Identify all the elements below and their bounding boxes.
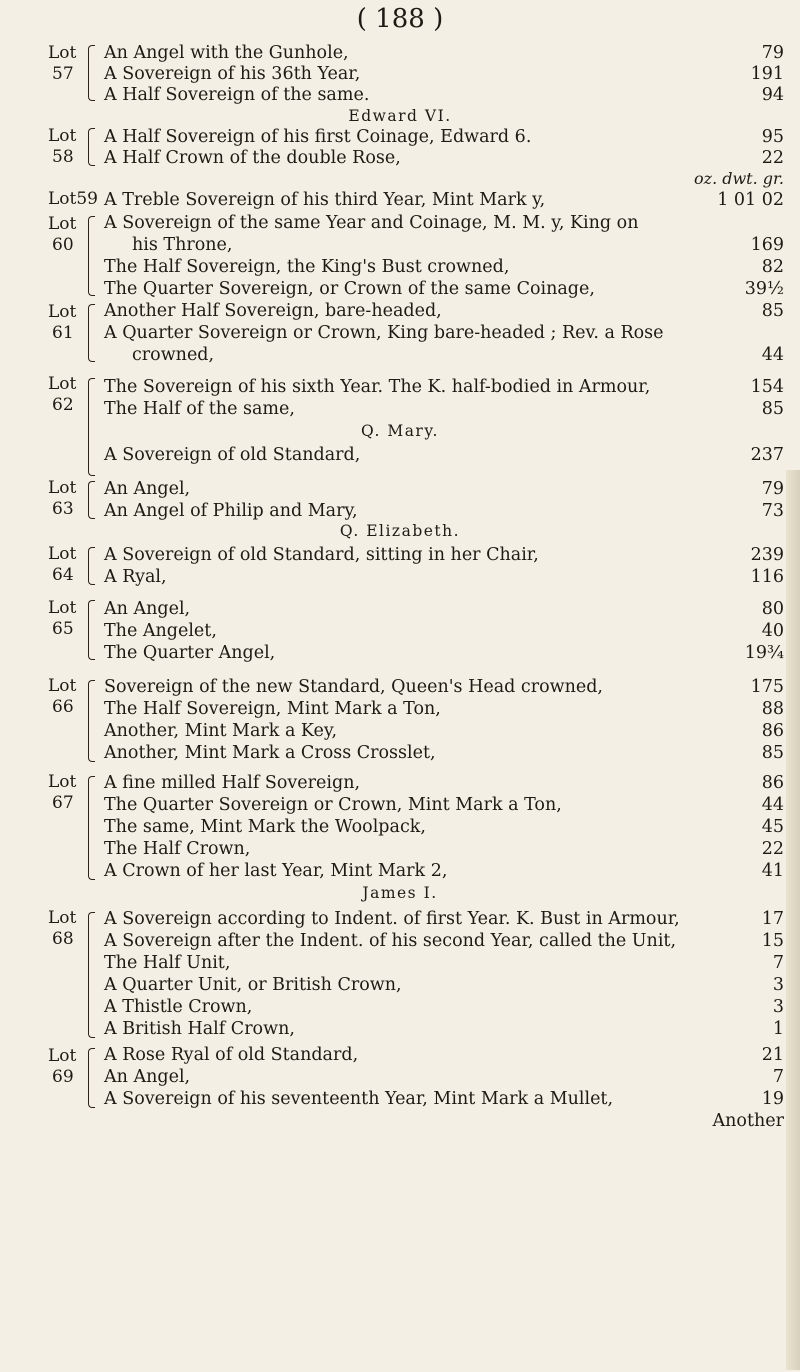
entry: The Half Unit, 7 bbox=[104, 953, 784, 973]
lot-62: Lot 62 bbox=[48, 374, 77, 415]
brace bbox=[88, 216, 95, 296]
entry: A Sovereign of his 36th Year, 191 bbox=[104, 64, 784, 84]
brace bbox=[88, 912, 95, 1038]
entry: A Thistle Crown, 3 bbox=[104, 997, 784, 1017]
section-heading: Q. Elizabeth. bbox=[339, 522, 461, 540]
entry: Sovereign of the new Standard, Queen's Head crowned, 175 bbox=[104, 677, 784, 697]
lot-number: 57 bbox=[52, 64, 74, 84]
entry: An Angel with the Gunhole, 79 bbox=[104, 43, 784, 63]
entry: The Half Sovereign, Mint Mark a Ton, 88 bbox=[104, 699, 784, 719]
entry: his Throne, 169 bbox=[132, 235, 784, 255]
lot-58: Lot 58 bbox=[48, 126, 77, 167]
page-number: ( 188 ) bbox=[356, 4, 444, 34]
entry: Another, Mint Mark a Key, 86 bbox=[104, 721, 784, 741]
entry: An Angel, 7 bbox=[104, 1067, 784, 1087]
section-heading: Edward VI. bbox=[348, 107, 452, 125]
brace bbox=[88, 547, 95, 585]
section-heading: Q. Mary. bbox=[361, 422, 439, 440]
lot-59: Lot59 bbox=[48, 189, 98, 209]
entry: The Quarter Sovereign or Crown, Mint Mark a Ton, 44 bbox=[104, 795, 784, 815]
entry: A Ryal, 116 bbox=[104, 567, 784, 587]
entry: A British Half Crown, 1 bbox=[104, 1019, 784, 1039]
brace bbox=[88, 304, 95, 362]
page-edge bbox=[786, 470, 800, 1370]
entry: A Sovereign of the same Year and Coinage, M. M. y, King on bbox=[104, 213, 639, 233]
brace bbox=[88, 481, 95, 519]
entry: The Half of the same, 85 bbox=[104, 399, 784, 419]
lot-65: Lot 65 bbox=[48, 598, 77, 639]
entry: The Angelet, 40 bbox=[104, 621, 784, 641]
entry: A fine milled Half Sovereign, 86 bbox=[104, 773, 784, 793]
entry: An Angel, 79 bbox=[104, 479, 784, 499]
lot-66: Lot 66 bbox=[48, 676, 77, 717]
entry: The Quarter Sovereign, or Crown of the same Coinage, 39½ bbox=[104, 279, 784, 299]
entry: A Sovereign of old Standard, 237 bbox=[104, 445, 784, 465]
lot-60: Lot 60 bbox=[48, 214, 77, 255]
entry: A Half Sovereign of the same. 94 bbox=[104, 85, 784, 105]
brace bbox=[88, 680, 95, 762]
section-heading: James I. bbox=[362, 884, 438, 902]
brace bbox=[88, 45, 95, 101]
entry: crowned, 44 bbox=[132, 345, 784, 365]
lot-67: Lot 67 bbox=[48, 772, 77, 813]
brace bbox=[88, 600, 95, 660]
entry: The Sovereign of his sixth Year. The K. half-bodied in Armour, 154 bbox=[104, 377, 784, 397]
entry: A Quarter Sovereign or Crown, King bare-headed ; Rev. a Rose bbox=[104, 323, 664, 343]
entry: A Half Sovereign of his first Coinage, Edward 6. 95 bbox=[104, 127, 784, 147]
catalogue-page: ( 188 ) Lot 57 An Angel with the Gunhole, 79 A Sovereign of his 36th Year, 191 A Half Sovereign of the same. 94 Edward VI. Lot 58 A Half Sovereign of his first Coinage, Edward 6. 95 A Half Crown of the double Rose, 22 oz. dwt. gr. Lot59 A Treble Sovereign of his third Year, Mint Mark y, 1 01 02 Lot 60 A Sovereign of the same Year and Coinage, M. M. y, King on his Throne, 169 The Half Sovereign, the King's Bust crowned, 82 The Quarter Sovereign, or Crown of the same Coinage, 39½ Lot 61 Another Half Sovereign, bare-headed, 85 A Quarter Sovereign or Crown, King bare-headed ; Rev. a Rose crowned, 44 Lot 62 The Sovereign of his sixth Year. The K. half-bodied in Armour, 154 The Half of the same, 85 Q. Mary. A Sovereign of old Standard, 237 Lot 63 An Angel, 79 An Angel of Philip and Mary, 73 Q. Elizabeth. Lot 64 A Sovereign of old Standard, sitting in her Chair, 239 A Ryal, 116 Lot 65 An Angel, 80 The Angelet, 40 The Quarter Angel, 19¾ Lot 66 Sovereign of the new Standard, Queen's Head crowned, 175 The Half Sovereign, Mint Mark a Ton, 88 Another, Mint Mark a Key, 86 Another, Mint Mark a Cross Crosslet, 85 Lot 67 A fine milled Half Sovereign, 86 The Quarter Sovereign or Crown, Mint Mark a Ton, 44 The same, Mint Mark the Woolpack, 45 The Half Crown, 22 A Crown of her last Year, Mint Mark 2, 41 James I. Lot 68 A Sovereign according to Indent. of first Year. K. Bust in Armour, 17 A Sovereign after the Indent. of his second Year, called the Unit, 15 The Half Unit, 7 A Quarter Unit, or British Crown, 3 A Thistle Crown, 3 A British Half Crown, 1 Lot 69 A Rose Ryal of old Standard, 21 An Angel, 7 A Sovereign of his seventeenth Year, Mint Mark a Mullet, 19 Another bbox=[0, 0, 800, 1372]
entry: An Angel of Philip and Mary, 73 bbox=[104, 501, 784, 521]
entry: The Quarter Angel, 19¾ bbox=[104, 643, 784, 663]
brace bbox=[88, 1048, 95, 1108]
weight-units-header: oz. dwt. gr. bbox=[694, 169, 784, 188]
entry: A Rose Ryal of old Standard, 21 bbox=[104, 1045, 784, 1065]
lot-68: Lot 68 bbox=[48, 908, 77, 949]
entry: Another Half Sovereign, bare-headed, 85 bbox=[104, 301, 784, 321]
entry: A Sovereign of his seventeenth Year, Mint Mark a Mullet, 19 bbox=[104, 1089, 784, 1109]
entry: The Half Crown, 22 bbox=[104, 839, 784, 859]
lot-61: Lot 61 bbox=[48, 302, 77, 343]
entry: A Sovereign of old Standard, sitting in her Chair, 239 bbox=[104, 545, 784, 565]
entry: A Treble Sovereign of his third Year, Mint Mark y, 1 01 02 bbox=[104, 190, 784, 210]
entry: The same, Mint Mark the Woolpack, 45 bbox=[104, 817, 784, 837]
entry: A Sovereign after the Indent. of his second Year, called the Unit, 15 bbox=[104, 931, 784, 951]
entry: Another, Mint Mark a Cross Crosslet, 85 bbox=[104, 743, 784, 763]
entry: An Angel, 80 bbox=[104, 599, 784, 619]
lot-57 bbox=[48, 43, 108, 85]
brace bbox=[88, 776, 95, 880]
entry: A Half Crown of the double Rose, 22 bbox=[104, 148, 784, 168]
entry: A Quarter Unit, or British Crown, 3 bbox=[104, 975, 784, 995]
lot-64: Lot 64 bbox=[48, 544, 77, 585]
lot-63: Lot 63 bbox=[48, 478, 77, 519]
entry: The Half Sovereign, the King's Bust crowned, 82 bbox=[104, 257, 784, 277]
entry: A Crown of her last Year, Mint Mark 2, 41 bbox=[104, 861, 784, 881]
brace bbox=[88, 128, 95, 166]
entry: A Sovereign according to Indent. of first Year. K. Bust in Armour, 17 bbox=[104, 909, 784, 929]
lot-label: Lot bbox=[48, 43, 77, 63]
lot-69: Lot 69 bbox=[48, 1046, 77, 1087]
